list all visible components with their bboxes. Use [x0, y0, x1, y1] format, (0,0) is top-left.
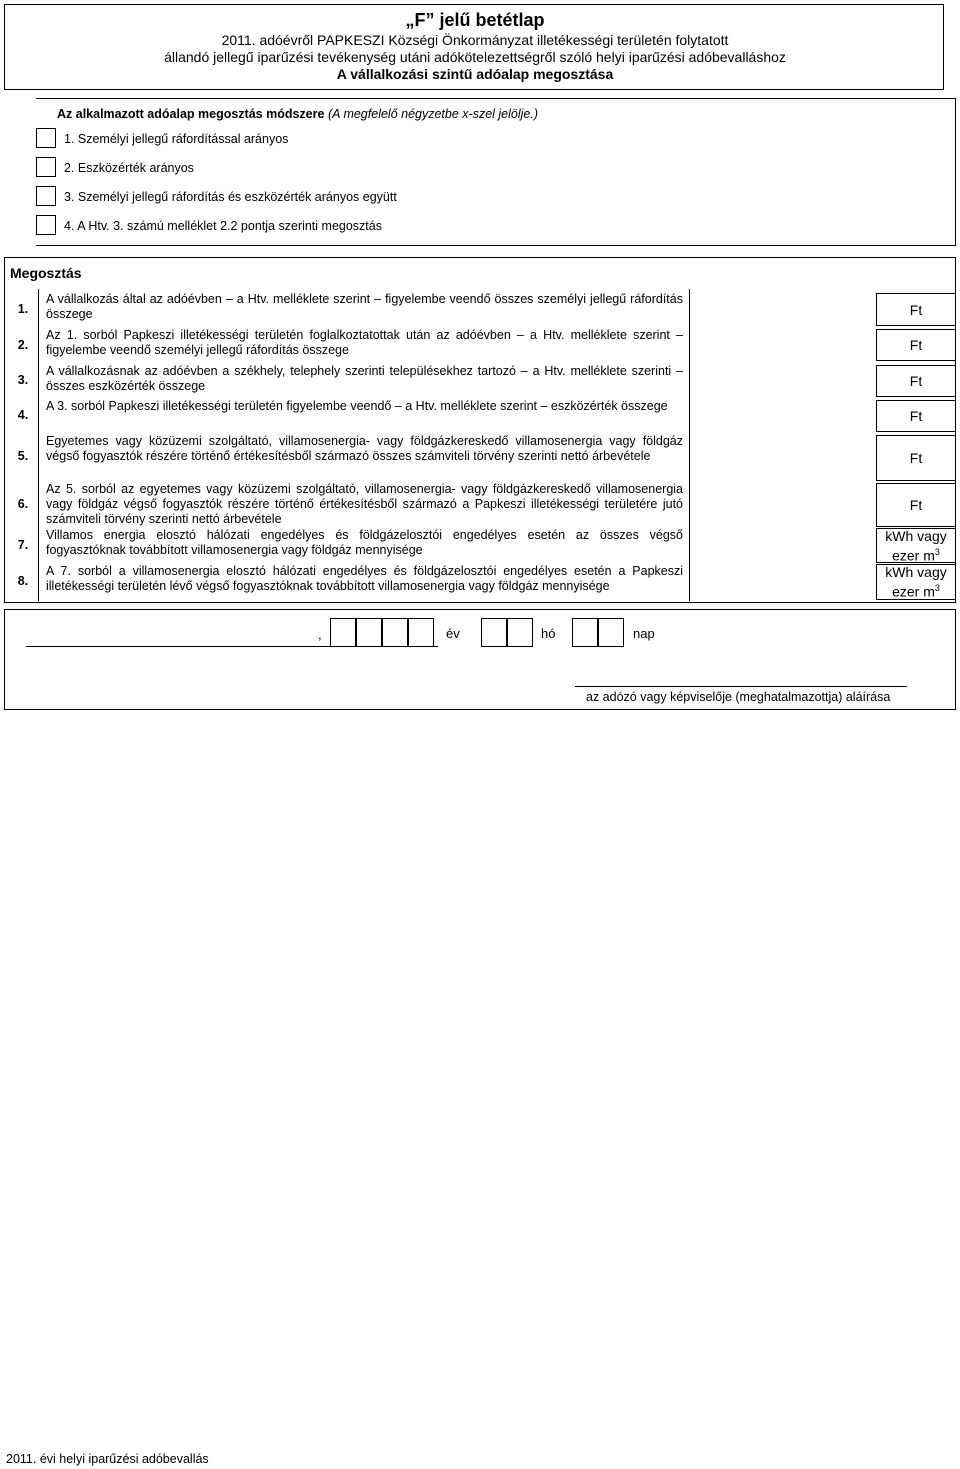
unit-label: kWh vagy ezer $m^3$: [885, 564, 947, 600]
method-checkbox-3[interactable]: [36, 186, 56, 206]
unit-label: Ft: [909, 497, 923, 513]
row-number: 8.: [17, 574, 29, 588]
header-line-3: A vállalkozási szintű adóalap megosztása: [336, 66, 614, 82]
unit-label: kWh vagy ezer $m^3$: [885, 527, 947, 564]
method-option-4: 4. A Htv. 3. számú melléklet 2.2 pontja szerinti megosztás: [64, 219, 382, 233]
form-title: „F” jelű betétlap: [405, 10, 545, 30]
unit-label: Ft: [909, 337, 923, 353]
method-title-hint: (A megfelelő négyzetbe x-szel jelölje.): [327, 107, 538, 121]
row-value-field[interactable]: [876, 564, 956, 600]
row-text: A 3. sorból Papkeszi illetékességi területén figyelembe veendő – a Htv. melléklete szerint – eszközérték összege: [46, 399, 668, 413]
row-text: Villamos energia elosztó hálózati engedélyes és földgázelosztói engedélyes esetén az összes végső fogyasztóknak továbbított villamosenergia vagy földgáz mennyisége: [46, 528, 683, 557]
method-checkbox-1[interactable]: [36, 128, 56, 148]
row-value-field[interactable]: [876, 365, 956, 397]
row-text: Az 1. sorból Papkeszi illetékességi területén foglalkoztatottak után az adóévben – a Htv. melléklete szerint – figyelembe veendő személyi jellegű ráfordítás összege: [46, 328, 683, 357]
day-digit-1[interactable]: [572, 618, 598, 647]
method-title-text: Az alkalmazott adóalap megosztás módszere: [57, 107, 325, 121]
row-text: A 7. sorból a villamosenergia elosztó hálózati engedélyes és földgázelosztói engedélyes esetén a Papkeszi illetékességi területén lévő végső fogyasztóknak továbbított villamosenergia vagy földgáz mennyisége: [46, 564, 683, 593]
day-digit-2[interactable]: [598, 618, 624, 647]
method-checkbox-2[interactable]: [36, 157, 56, 177]
method-checkbox-4[interactable]: [36, 215, 56, 235]
year-digit-3[interactable]: [382, 618, 408, 647]
method-title: [57, 107, 538, 121]
row-text: A vállalkozás által az adóévben – a Htv. melléklete szerint – figyelembe veendő összes személyi jellegű ráfordítás összege: [46, 292, 683, 321]
method-option-1: 1. Személyi jellegű ráfordítással arányos: [64, 132, 289, 146]
row-value-field[interactable]: [876, 329, 956, 361]
year-digit-1[interactable]: [330, 618, 356, 647]
share-title: Megosztás: [10, 265, 82, 281]
page-footer: 2011. évi helyi iparűzési adóbevallás: [6, 1452, 209, 1466]
place-comma: ,: [318, 627, 322, 642]
row-number: 3.: [17, 373, 29, 387]
row-value-field[interactable]: [876, 435, 956, 481]
row-value-field[interactable]: [876, 528, 956, 563]
row-number: 6.: [17, 497, 29, 511]
year-digit-2[interactable]: [356, 618, 382, 647]
row-number: 5.: [17, 449, 29, 463]
row-value-field[interactable]: [876, 400, 956, 432]
year-label: év: [446, 626, 460, 641]
method-option-2: 2. Eszközérték arányos: [64, 161, 194, 175]
day-label: nap: [633, 626, 655, 641]
unit-label: Ft: [909, 373, 923, 389]
unit-label: Ft: [909, 301, 923, 318]
row-text: Az 5. sorból az egyetemes vagy közüzemi szolgáltató, villamosenergia- vagy földgázkereskedő villamosenergia vagy földgáz végső fogyasztók részére történő értékesítésből származó a Papkeszi illetékességi területére jutó számviteli törvény szerinti nettó árbevétele: [46, 482, 683, 526]
row-number: 7.: [17, 538, 29, 552]
month-label: hó: [541, 626, 556, 641]
header-line-2: állandó jellegű iparűzési tevékenység utáni adókötelezettségről szóló helyi iparűzési adóbevalláshoz: [164, 49, 786, 65]
signature-label: az adózó vagy képviselője (meghatalmazottja) aláírása: [586, 690, 891, 704]
unit-label: Ft: [909, 450, 923, 466]
year-digit-4[interactable]: [408, 618, 434, 647]
method-option-3: 3. Személyi jellegű ráfordítás és eszközérték arányos együtt: [64, 190, 397, 204]
row-number: 2.: [17, 338, 29, 352]
row-number: 1.: [17, 302, 29, 316]
header-line-1: 2011. adóévről PAPKESZI Községi Önkormányzat illetékességi területén folytatott: [221, 32, 729, 48]
row-value-field[interactable]: [876, 293, 956, 326]
row-text: A vállalkozásnak az adóévben a székhely, telephely szerinti településekhez tartozó – a Htv. melléklete szerinti – összes eszközérték összege: [46, 364, 683, 393]
row-text: Egyetemes vagy közüzemi szolgáltató, villamosenergia- vagy földgázkereskedő villamosenergia vagy földgáz végső fogyasztók részére történő értékesítésből származó összes számviteli törvény szerinti nettó árbevétele: [46, 434, 683, 463]
row-number: 4.: [17, 408, 29, 422]
month-digit-1[interactable]: [481, 618, 507, 647]
signature-line[interactable]: [575, 686, 907, 687]
month-digit-2[interactable]: [507, 618, 533, 647]
row-value-field[interactable]: [876, 483, 956, 527]
unit-label: Ft: [909, 408, 923, 424]
